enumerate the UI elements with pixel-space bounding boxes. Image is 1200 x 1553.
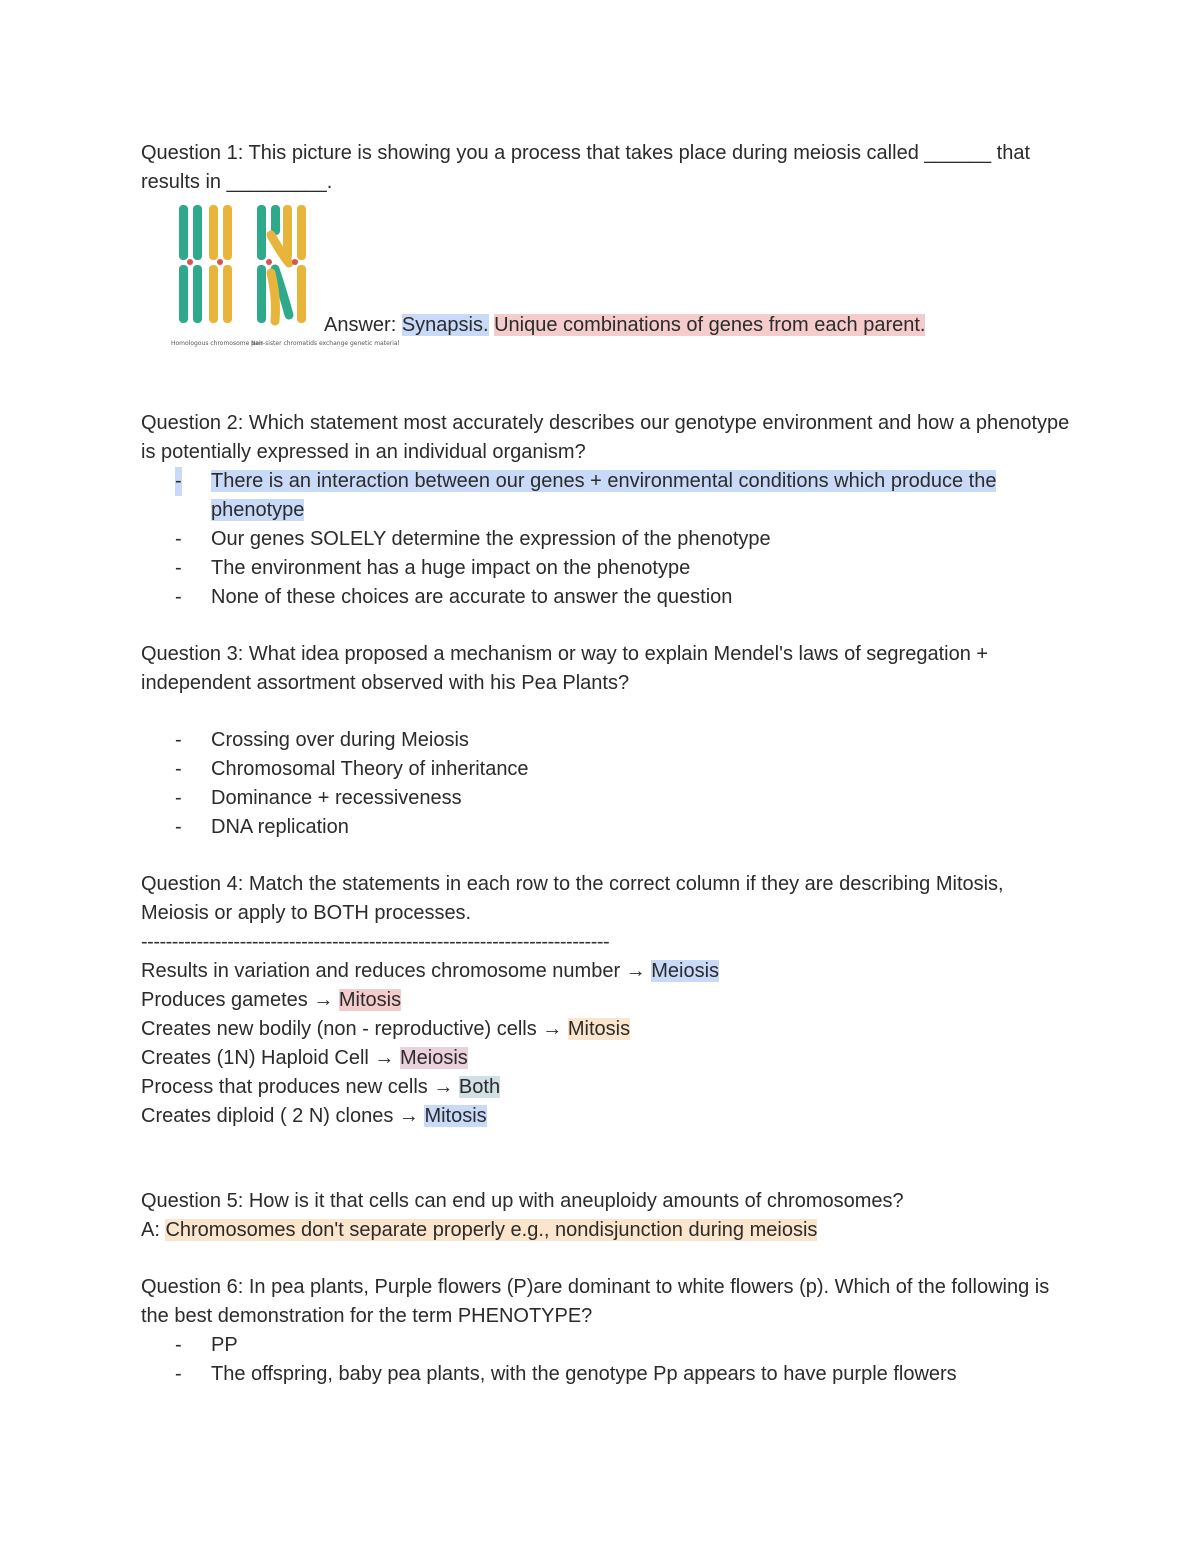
q3-option: Dominance + recessiveness xyxy=(211,787,462,809)
q4-row: Creates new bodily (non - reproductive) cells → Mitosis xyxy=(141,1018,631,1040)
q4-row: Creates diploid ( 2 N) clones → Mitosis xyxy=(141,1105,487,1127)
q2-option: The environment has a huge impact on the phenotype xyxy=(211,557,691,579)
q1-answer-synapsis: Synapsis. xyxy=(401,314,489,336)
q1-answer-label: Answer: xyxy=(324,314,402,336)
crossing-over-pair xyxy=(257,205,306,323)
q4-row: Creates (1N) Haploid Cell → Meiosis xyxy=(141,1047,468,1069)
q3-option: Chromosomal Theory of inheritance xyxy=(211,758,529,780)
q3-option: Crossing over during Meiosis xyxy=(211,729,469,751)
q4-question: Question 4: Match the statements in each row to the correct column if they are describing Mitosis, Meiosis or apply to BOTH processes. xyxy=(141,873,1004,924)
list-item: - None of these choices are accurate to answer the question xyxy=(175,586,733,608)
q1-answer xyxy=(324,311,925,340)
q4-answer: Mitosis xyxy=(338,989,402,1011)
q5-question: Question 5: How is it that cells can end up with aneuploidy amounts of chromosomes? xyxy=(141,1190,904,1212)
q6-option: PP xyxy=(211,1334,238,1356)
list-item: - Our genes SOLELY determine the expression of the phenotype xyxy=(175,528,771,550)
q2-option: None of these choices are accurate to answer the question xyxy=(211,586,733,608)
document-page xyxy=(141,139,1071,1389)
q6-question: Question 6: In pea plants, Purple flowers (P)are dominant to white flowers (p). Which of the following is the best demonstration for the term PHENOTYPE? xyxy=(141,1276,1050,1327)
list-item: - There is an interaction between our genes + environmental conditions which produce the phenotype xyxy=(141,467,1071,525)
list-item: - DNA replication xyxy=(175,816,349,838)
q3-question: Question 3: What idea proposed a mechanism or way to explain Mendel's laws of segregation + independent assortment observed with his Pea Plants? xyxy=(141,643,989,694)
list-item: - Chromosomal Theory of inheritance xyxy=(175,758,529,780)
list-item: - The offspring, baby pea plants, with the genotype Pp appears to have purple flowers xyxy=(175,1363,957,1385)
q6-option: The offspring, baby pea plants, with the genotype Pp appears to have purple flowers xyxy=(211,1363,957,1385)
list-item: - The environment has a huge impact on the phenotype xyxy=(175,557,691,579)
q2-option: Our genes SOLELY determine the expression of the phenotype xyxy=(211,528,771,550)
q3-option: DNA replication xyxy=(211,816,349,838)
q5-answer: A: Chromosomes don't separate properly e.g., nondisjunction during meiosis xyxy=(141,1219,818,1241)
q4-answer: Meiosis xyxy=(651,960,720,982)
q4-row: Results in variation and reduces chromosome number → Meiosis xyxy=(141,960,720,982)
q1-answer-result: Unique combinations of genes from each parent. xyxy=(494,314,926,336)
q1-question: Question 1: This picture is showing you a process that takes place during meiosis called ______ that results in _________. xyxy=(141,142,1031,193)
homologous-pair xyxy=(179,205,232,323)
list-item: - PP xyxy=(175,1334,238,1356)
q1-figure-row xyxy=(141,197,1071,409)
q4-answer: Mitosis xyxy=(567,1018,631,1040)
figure-label-right: Non-sister chromatids exchange genetic material xyxy=(251,340,400,347)
list-item: - Crossing over during Meiosis xyxy=(175,729,469,751)
q2-question: Question 2: Which statement most accurately describes our genotype environment and how a phenotype is potentially expressed in an individual organism? xyxy=(141,412,1070,463)
q4-row: Process that produces new cells → Both xyxy=(141,1076,501,1098)
q6-options xyxy=(141,1331,1071,1389)
separator-line: ---------------------------------------------------------------------------- xyxy=(141,931,610,953)
q4-row: Produces gametes → Mitosis xyxy=(141,989,402,1011)
q3-options xyxy=(141,726,1071,842)
q4-answer: Meiosis xyxy=(399,1047,468,1069)
list-item: - Dominance + recessiveness xyxy=(175,787,462,809)
q2-options xyxy=(141,467,1071,612)
q2-option-correct: There is an interaction between our genes + environmental conditions which produce the phenotype xyxy=(211,470,997,521)
figure-label-left: Homologous chromosome pair xyxy=(171,340,263,347)
q4-answer: Mitosis xyxy=(424,1105,487,1127)
q4-answer: Both xyxy=(458,1076,501,1098)
